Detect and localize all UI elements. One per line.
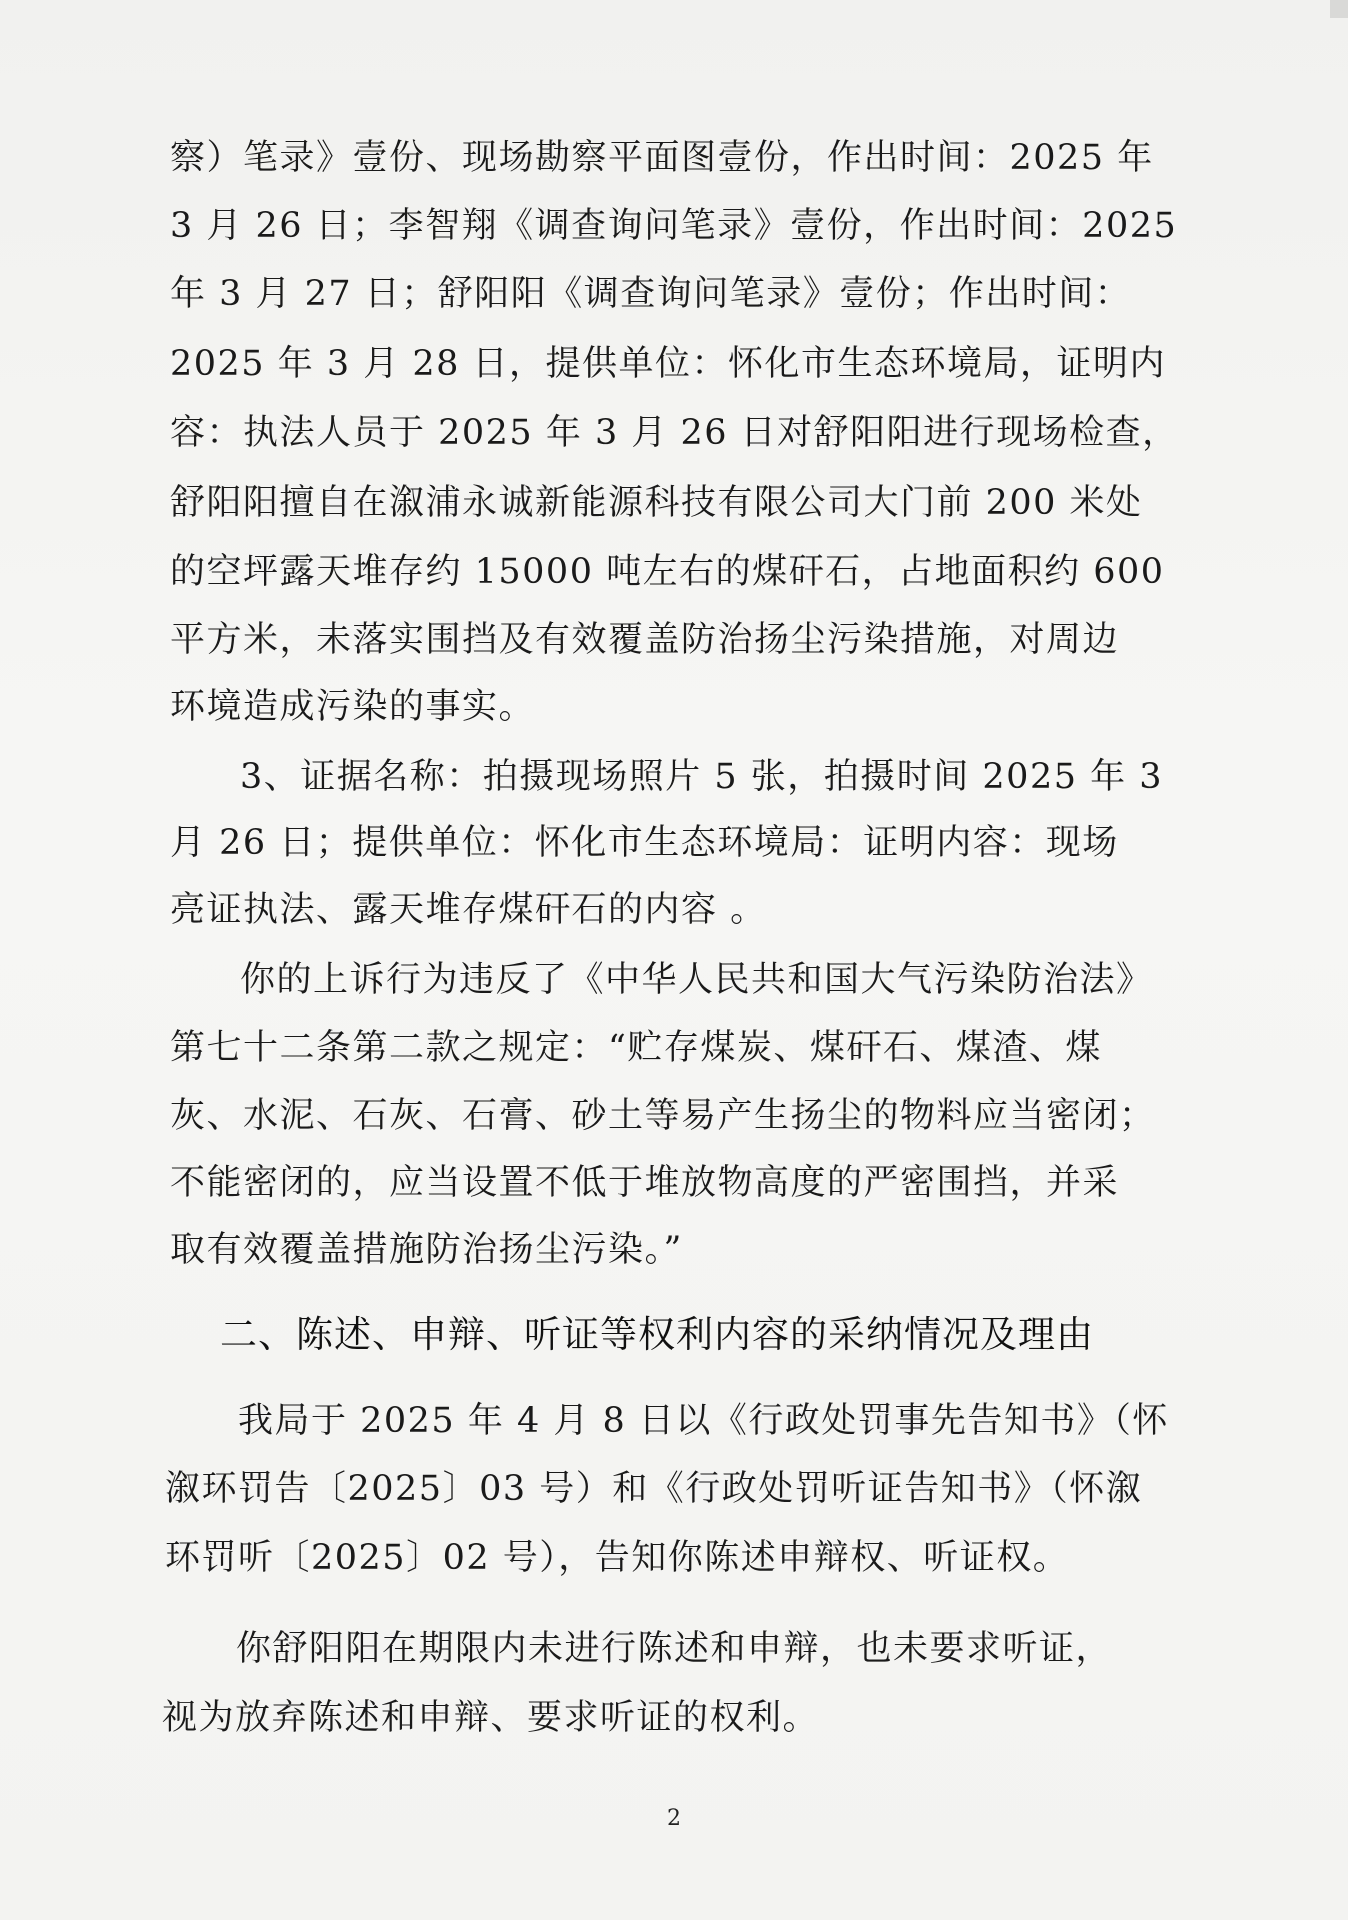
evidence-3-line-2: 月 26 日；提供单位：怀化市生态环境局：证明内容：现场: [170, 823, 1119, 863]
evidence-3-line-3: 亮证执法、露天堆存煤矸石的内容 。: [170, 890, 767, 930]
violation-line-4: 不能密闭的，应当设置不低于堆放物高度的严密围挡，并采: [170, 1163, 1120, 1203]
body-line-7: 的空坪露天堆存约 15000 吨左右的煤矸石，占地面积约 600: [170, 552, 1165, 592]
violation-line-3: 灰、水泥、石灰、石膏、砂土等易产生扬尘的物料应当密闭；: [170, 1096, 1156, 1136]
body-line-8: 平方米，未落实围挡及有效覆盖防治扬尘污染措施，对周边: [170, 620, 1120, 660]
violation-line-5: 取有效覆盖措施防治扬尘污染。”: [170, 1230, 683, 1270]
body-line-6: 舒阳阳擅自在溆浦永诚新能源科技有限公司大门前 200 米处: [170, 483, 1143, 523]
scan-corner-mark: [1330, 0, 1348, 18]
page-number: 2: [667, 1806, 681, 1831]
body-line-3: 年 3 月 27 日；舒阳阳《调查询问笔录》壹份；作出时间：: [170, 274, 1132, 314]
evidence-3-line-1: 3、证据名称：拍摄现场照片 5 张，拍摄时间 2025 年 3: [240, 757, 1164, 797]
notice-line-2: 溆环罚告〔2025〕03 号）和《行政处罚听证告知书》（怀溆: [165, 1469, 1143, 1509]
waiver-line-1: 你舒阳阳在期限内未进行陈述和申辩，也未要求听证，: [236, 1629, 1113, 1669]
body-line-9: 环境造成污染的事实。: [170, 687, 536, 727]
body-line-1: 察）笔录》壹份、现场勘察平面图壹份，作出时间：2025 年: [170, 138, 1154, 178]
notice-line-3: 环罚听〔2025〕02 号），告知你陈述申辩权、听证权。: [165, 1538, 1070, 1578]
body-line-2: 3 月 26 日；李智翔《调查询问笔录》壹份，作出时间：2025: [170, 206, 1178, 246]
violation-line-1: 你的上诉行为违反了《中华人民共和国大气污染防治法》: [240, 960, 1153, 1000]
violation-line-2: 第七十二条第二款之规定：“贮存煤炭、煤矸石、煤渣、煤: [170, 1028, 1102, 1068]
notice-line-1: 我局于 2025 年 4 月 8 日以《行政处罚事先告知书》（怀: [238, 1401, 1169, 1441]
section-heading: 二、陈述、申辩、听证等权利内容的采纳情况及理由: [220, 1313, 1094, 1356]
body-line-4: 2025 年 3 月 28 日，提供单位：怀化市生态环境局，证明内: [170, 344, 1167, 384]
waiver-line-2: 视为放弃陈述和申辩、要求听证的权利。: [162, 1698, 820, 1738]
body-line-5: 容：执法人员于 2025 年 3 月 26 日对舒阳阳进行现场检查，: [170, 413, 1179, 453]
